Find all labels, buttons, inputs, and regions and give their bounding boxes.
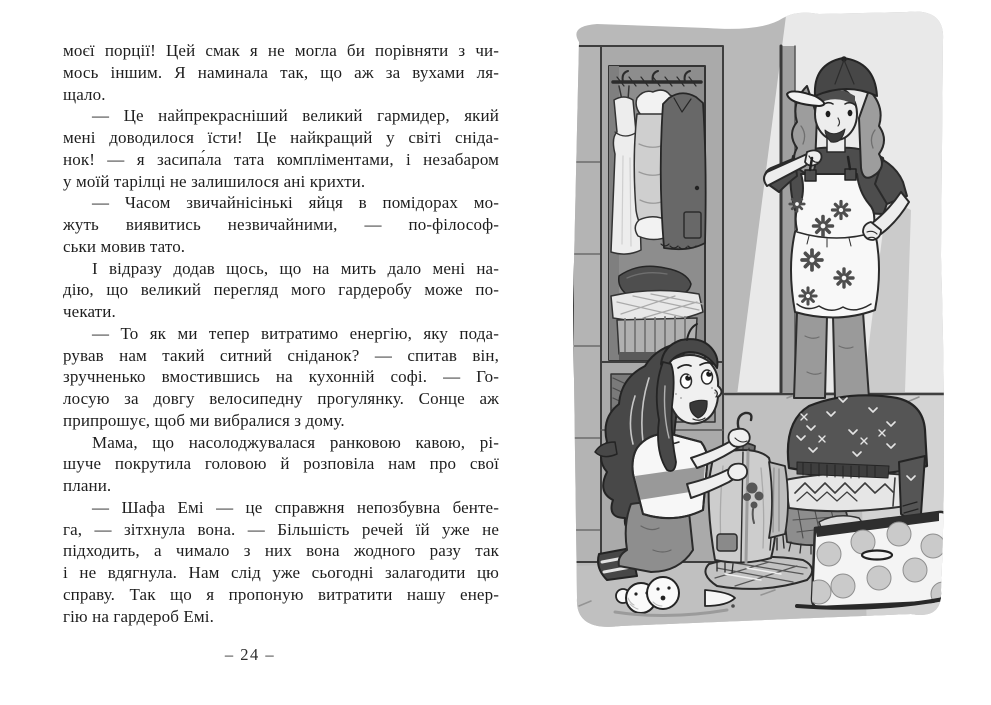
text-line: І відразу додав щось, що на мить дало мені на- (92, 258, 499, 278)
text-line: шуче покрутила головою й розповіла нам про свої (63, 454, 499, 474)
hanging-coat (661, 93, 706, 249)
text-line: гію на гардероб Емі. (63, 606, 214, 626)
text-line: — Це найпрекрасніший великий гармидер, який (92, 106, 499, 126)
text-line: у моїй тарілці не залишилося ані крихти. (63, 171, 366, 191)
text-line: моєї порції! Цей смак я не могла би порівняти з чи- (63, 41, 499, 60)
page-number: – 24 – (224, 645, 276, 664)
text-line: нок! — я засипа́ла тата компліментами, і незабаром (63, 149, 499, 169)
text-line: дію, що великий перегляд мого гардеробу може по- (63, 280, 499, 300)
text-line: мені доводилося їсти! Це найкращий у світі сніда- (63, 128, 499, 147)
text-line: Мама, що насолоджувалася ранковою кавою, рі- (92, 432, 499, 452)
text-line: — Часом звичайнісінькі яйця в помідорах мо- (92, 193, 499, 213)
book-illustration (557, 6, 991, 658)
text-line: справу. Так що я пропоную витратити нашу енер- (63, 584, 499, 604)
text-line: підходить, а чимало з них вона жодного разу так (63, 541, 499, 561)
polka-dot-box (797, 512, 955, 608)
text-line: — Шафа Емі — це справжня непозбувна бенте- (92, 497, 499, 517)
text-line: — То як ми тепер витратимо енергію, яку пода- (92, 323, 499, 343)
text-line: га, — зітхнула вона. — Більшість речей їй уже не (63, 519, 499, 539)
text-line: мось іншим. Я наминала так, що аж за вухами ля- (63, 62, 499, 82)
text-line: плани. (63, 476, 112, 495)
text-line: жуть виявитись незвичайними, — по-філософ- (63, 215, 499, 234)
text-line: припрошує, щоб ми вибралися з дому. (63, 410, 345, 430)
text-line: лосую за довгу велосипедну прогулянку. Сонце аж (63, 389, 499, 408)
text-line: щало. (63, 84, 106, 104)
text-line: і не вдягнула. Нам слід уже сьогодні залагодити цю (63, 563, 499, 582)
text-line: зручненько вмостившись на кухонній софі. — Го- (63, 367, 499, 387)
text-line: ськи мовив тато. (63, 236, 186, 256)
text-line: рував нам такий ситний сніданок? — спитав він, (63, 345, 499, 365)
story-text (63, 40, 499, 627)
text-line: чекати. (63, 302, 116, 321)
